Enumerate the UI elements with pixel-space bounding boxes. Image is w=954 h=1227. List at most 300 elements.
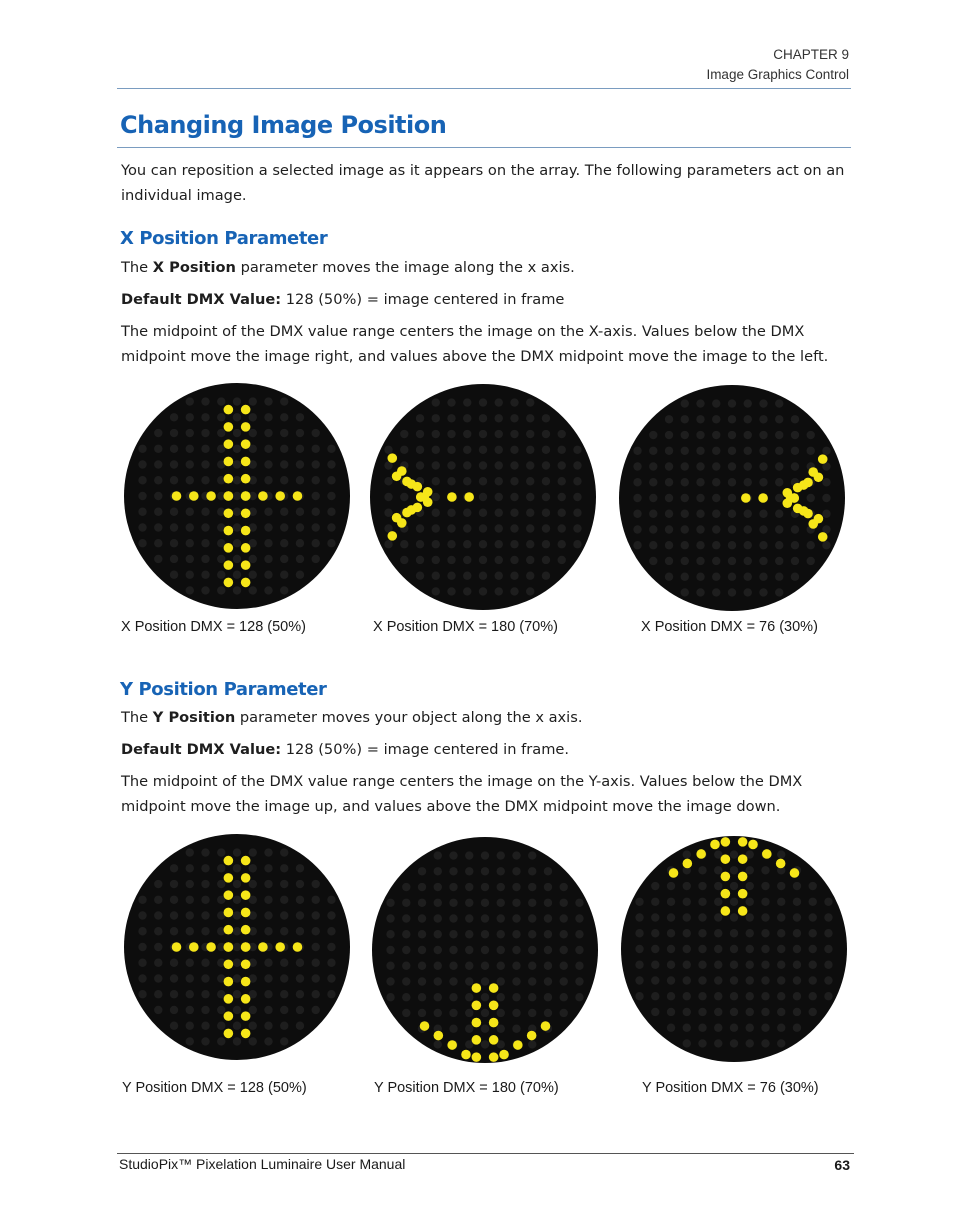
led-off [434,977,442,985]
led-off [793,1008,801,1016]
led-off [544,899,552,907]
led-off [696,541,704,549]
led-off [712,462,720,470]
led-off [170,990,178,998]
led-off [809,945,817,953]
led-off [497,867,505,875]
led-off [296,555,304,563]
led-on [241,474,251,484]
led-off [463,414,471,422]
led-off [712,415,720,423]
led-off [807,557,815,565]
led-off [542,556,550,564]
led-off [665,557,673,565]
led-off [432,414,440,422]
led-off [651,913,659,921]
led-off [201,523,209,531]
led-off [573,477,581,485]
led-off [154,959,162,967]
led-off [746,945,754,953]
led-off [560,962,568,970]
led-off [138,990,146,998]
led-off [264,1006,272,1014]
intro-paragraph: You can reposition a selected image as it appears on the array. The following parameters act on an individual image. [121,162,845,204]
led-on [786,493,796,503]
led-off [170,864,178,872]
led-on [793,504,803,514]
header-rule [117,88,851,89]
led-off [201,445,209,453]
led-off [312,539,320,547]
led-off [495,414,503,422]
led-on [413,503,423,513]
led-on [241,439,251,449]
led-off [528,930,536,938]
led-on [721,872,731,882]
led-on [241,578,251,588]
led-off [528,851,536,859]
led-off [201,397,209,405]
led-off [186,927,194,935]
led-off [698,1024,706,1032]
led-off [170,413,178,421]
led-off [465,851,473,859]
led-off [635,929,643,937]
led-off [264,571,272,579]
led-off [665,541,673,549]
led-off [775,510,783,518]
led-off [465,930,473,938]
led-off [728,525,736,533]
led-off [495,446,503,454]
led-off [386,930,394,938]
led-off [479,398,487,406]
led-off [233,445,241,453]
led-off [138,508,146,516]
led-off [761,866,769,874]
led-off [526,446,534,454]
led-off [775,399,783,407]
led-off [651,976,659,984]
led-off [512,899,520,907]
led-off [264,896,272,904]
led-off [201,896,209,904]
led-off [560,930,568,938]
led-off [233,927,241,935]
led-on [241,508,251,518]
led-on [721,906,731,916]
led-off [759,447,767,455]
led-off [560,899,568,907]
led-off [186,555,194,563]
led-off [558,524,566,532]
led-off [416,461,424,469]
led-off [170,974,178,982]
led-off [635,976,643,984]
led-off [560,946,568,954]
led-on [258,491,268,501]
led-off [138,896,146,904]
led-off [249,848,257,856]
led-off [312,974,320,982]
led-off [432,461,440,469]
led-off [264,397,272,405]
led-off [233,1037,241,1045]
led-off [681,588,689,596]
led-off [154,927,162,935]
led-off [138,523,146,531]
led-off [296,880,304,888]
led-off [649,478,657,486]
led-off [233,1006,241,1014]
led-off [186,460,194,468]
led-off [154,492,162,500]
led-off [649,510,657,518]
led-off [296,445,304,453]
led-off [233,586,241,594]
led-off [683,898,691,906]
led-off [542,477,550,485]
led-off [651,992,659,1000]
led-off [510,587,518,595]
led-off [201,429,209,437]
led-off [558,461,566,469]
led-off [698,992,706,1000]
led-on [803,478,813,488]
led-off [481,1025,489,1033]
led-off [497,899,505,907]
led-off [186,571,194,579]
led-off [432,446,440,454]
led-off [264,555,272,563]
led-off [730,898,738,906]
led-off [249,1006,257,1014]
led-off [481,930,489,938]
led-off [730,913,738,921]
led-off [744,447,752,455]
led-off [651,961,659,969]
led-off [497,914,505,922]
led-off [264,523,272,531]
led-off [775,573,783,581]
led-off [822,478,830,486]
led-on [189,491,199,501]
led-off [384,509,392,517]
led-on [402,477,412,487]
led-off [447,430,455,438]
led-off [667,1008,675,1016]
led-off [542,509,550,517]
led-on [224,578,234,588]
led-off [575,946,583,954]
led-off [824,929,832,937]
led-on [172,942,182,952]
led-off [465,883,473,891]
led-on [387,453,397,463]
led-off [510,398,518,406]
led-off [138,539,146,547]
led-off [528,867,536,875]
led-off [649,447,657,455]
led-off [418,962,426,970]
led-off [479,540,487,548]
led-off [777,1008,785,1016]
led-off [327,974,335,982]
y-default-value: Default DMX Value: 128 (50%) = image centered in frame. [121,741,570,758]
led-off [822,494,830,502]
led-off [186,539,194,547]
led-on [224,873,234,883]
led-off [154,1006,162,1014]
led-off [447,587,455,595]
led-off [667,976,675,984]
led-off [651,1008,659,1016]
led-off [730,929,738,937]
led-off [809,913,817,921]
led-off [746,961,754,969]
led-off [775,557,783,565]
led-off [402,977,410,985]
led-off [463,540,471,548]
led-off [681,415,689,423]
led-on [241,942,251,952]
led-off [730,1024,738,1032]
led-off [481,962,489,970]
led-off [573,461,581,469]
led-on [499,1050,509,1060]
led-off [712,494,720,502]
led-off [791,447,799,455]
title-rule [117,147,851,148]
led-off [575,930,583,938]
led-on [258,942,268,952]
led-off [683,1039,691,1047]
led-off [665,478,673,486]
led-off [807,494,815,502]
led-off [528,1040,536,1048]
led-off [138,943,146,951]
led-off [264,959,272,967]
led-off [154,539,162,547]
led-off [635,945,643,953]
led-array-x-180 [370,384,596,610]
led-off [479,461,487,469]
led-off [746,929,754,937]
led-off [558,477,566,485]
led-on [241,873,251,883]
led-off [775,494,783,502]
led-off [201,911,209,919]
led-off [495,477,503,485]
led-off [170,523,178,531]
led-off [170,911,178,919]
led-off [418,1009,426,1017]
led-off [746,1039,754,1047]
led-off [698,929,706,937]
led-off [698,961,706,969]
led-on [489,1018,499,1028]
led-off [777,1024,785,1032]
led-off [463,556,471,564]
led-off [544,867,552,875]
led-off [744,478,752,486]
led-off [696,525,704,533]
led-on [803,509,813,519]
footer-rule [117,1153,854,1154]
led-off [170,927,178,935]
led-on [738,837,748,847]
led-off [249,1022,257,1030]
led-off [201,586,209,594]
led-off [681,478,689,486]
led-off [696,415,704,423]
led-off [793,945,801,953]
led-on [224,890,234,900]
led-off [170,571,178,579]
led-on [748,840,758,850]
led-off [528,962,536,970]
led-off [791,431,799,439]
led-off [544,946,552,954]
led-off [201,880,209,888]
led-off [201,508,209,516]
led-off [447,540,455,548]
led-off [683,961,691,969]
led-off [512,930,520,938]
led-off [681,462,689,470]
led-off [434,1040,442,1048]
led-array-x-76 [619,385,845,611]
led-off [465,946,473,954]
led-off [497,962,505,970]
led-off [479,587,487,595]
led-off [635,992,643,1000]
led-off [793,992,801,1000]
led-off [296,974,304,982]
led-off [651,882,659,890]
led-on [447,492,457,502]
led-off [233,508,241,516]
led-off [807,447,815,455]
led-off [573,524,581,532]
led-off [635,961,643,969]
led-off [809,929,817,937]
led-off [714,976,722,984]
led-off [481,1040,489,1048]
led-off [312,492,320,500]
led-off [280,896,288,904]
led-off [481,883,489,891]
led-off [544,977,552,985]
led-off [249,571,257,579]
led-off [447,509,455,517]
led-off [793,898,801,906]
led-off [280,555,288,563]
led-off [154,429,162,437]
led-on [387,531,397,541]
led-off [249,880,257,888]
led-off [714,1039,722,1047]
led-array-y-128 [124,834,350,1060]
led-off [327,523,335,531]
led-off [667,882,675,890]
led-off [665,431,673,439]
led-off [558,446,566,454]
led-off [434,962,442,970]
led-off [138,445,146,453]
led-off [793,1024,801,1032]
led-off [649,541,657,549]
led-off [249,413,257,421]
caption-y-128: Y Position DMX = 128 (50%) [122,1080,307,1096]
led-off [280,445,288,453]
led-off [759,588,767,596]
led-off [759,431,767,439]
led-on [241,1029,251,1039]
led-off [432,477,440,485]
led-off [233,460,241,468]
led-off [526,414,534,422]
led-off [463,477,471,485]
led-off [479,572,487,580]
led-off [510,509,518,517]
led-off [264,974,272,982]
led-off [665,510,673,518]
led-off [418,946,426,954]
led-off [449,883,457,891]
led-off [558,430,566,438]
led-on [224,1011,234,1021]
led-on [241,457,251,467]
led-off [280,974,288,982]
led-off [575,977,583,985]
led-off [761,961,769,969]
led-off [170,445,178,453]
led-off [696,494,704,502]
led-off [683,976,691,984]
led-off [560,883,568,891]
led-off [526,461,534,469]
led-off [434,883,442,891]
led-off [696,399,704,407]
led-on [241,925,251,935]
led-off [667,898,675,906]
led-off [447,398,455,406]
led-off [384,477,392,485]
led-off [744,541,752,549]
led-off [264,445,272,453]
led-off [681,494,689,502]
led-off [560,914,568,922]
led-off [481,977,489,985]
led-off [154,460,162,468]
led-off [824,976,832,984]
led-off [651,898,659,906]
led-off [154,990,162,998]
led-off [201,927,209,935]
x-position-description: The X Position parameter moves the image along the x axis. [121,259,575,276]
led-on [413,482,423,492]
led-off [542,430,550,438]
led-off [264,413,272,421]
led-off [233,397,241,405]
led-off [481,993,489,1001]
led-off [264,1022,272,1030]
led-off [296,413,304,421]
led-off [217,1022,225,1030]
led-on [472,1052,482,1062]
led-on [721,854,731,864]
